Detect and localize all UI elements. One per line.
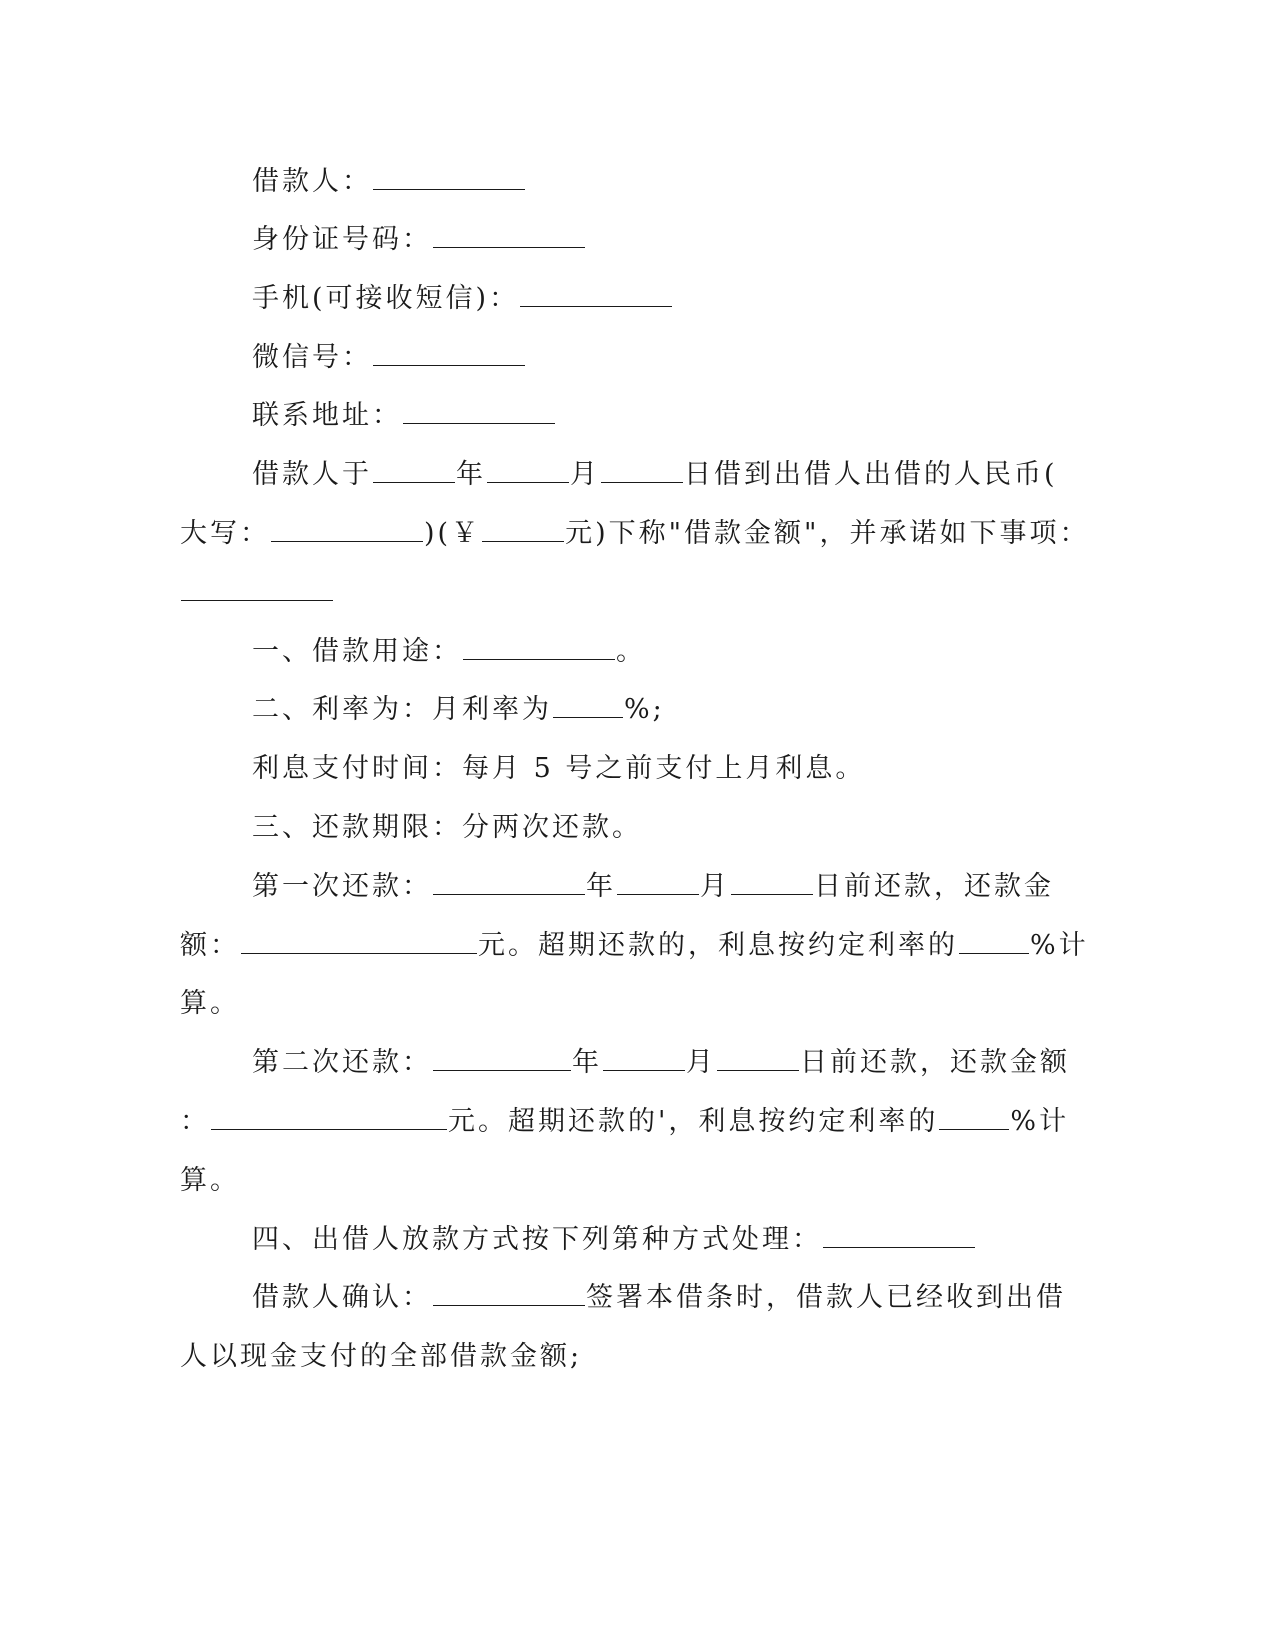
item2-label: 二、利率为：月利率为 [252,694,552,725]
second-amount-line [180,1104,1069,1140]
borrower-label: 借款人： [252,166,372,197]
id-number-line [252,222,586,258]
second-year-blank[interactable] [433,1050,571,1071]
first-repayment-text: 日前还款，还款金 [814,871,1054,902]
monthly-rate-blank[interactable] [553,697,623,718]
borrower-line [252,164,526,200]
first-overdue-rate-blank[interactable] [959,933,1029,954]
loan-date-line [252,457,1058,493]
second-overdue-text: 元。超期还款的'，利息按约定利率的 [448,1106,939,1137]
first-amount-line [180,928,1089,964]
confirm-label: 借款人确认： [252,1282,432,1313]
wechat-label: 微信号： [252,342,372,373]
suan-text: 算。 [180,988,240,1019]
yuan-symbol-text: )(￥ [424,518,482,549]
second-month-blank[interactable] [603,1050,685,1071]
confirm-text: 签署本借条时，借款人已经收到出借 [586,1282,1066,1313]
first-month-blank[interactable] [617,874,699,895]
purpose-blank[interactable] [463,639,615,660]
wechat-blank[interactable] [373,345,525,366]
second-repayment-line [252,1045,1070,1081]
percent-calc-text: %计 [1030,930,1089,961]
phone-blank[interactable] [520,286,672,307]
address-label: 联系地址： [252,400,402,431]
interest-time-text: 利息支付时间：每月 5 号之前支付上月利息。 [252,753,866,784]
loan-date-prefix: 借款人于 [252,459,372,490]
loan-amount-line [180,516,1089,552]
loan-amount-suffix: 元)下称"借款金额"，并承诺如下事项： [565,518,1090,549]
uppercase-label: 大写： [180,518,270,549]
extra-blank-line [180,575,334,611]
address-line [252,398,556,434]
phone-label: 手机(可接收短信)： [252,283,520,314]
uppercase-amount-blank[interactable] [271,521,423,542]
first-overdue-text: 元。超期还款的，利息按约定利率的 [478,930,958,961]
payment-method-blank[interactable] [823,1227,975,1248]
item2-line [252,692,665,728]
amount-number-blank[interactable] [482,521,564,542]
item2-end: %; [624,694,665,725]
item3-line [252,810,642,846]
month-text: 月 [686,1047,716,1078]
phone-line [252,281,673,317]
month-text: 月 [700,871,730,902]
item1-end: 。 [616,636,646,667]
interest-time-line [252,751,865,787]
item4-label: 四、出借人放款方式按下列第种方式处理： [252,1224,822,1255]
second-repayment-text: 日前还款，还款金额 [800,1047,1070,1078]
suan-text: 算。 [180,1165,240,1196]
month-text: 月 [570,459,600,490]
second-day-blank[interactable] [717,1050,799,1071]
first-suan-line [180,986,240,1022]
confirm-line [252,1280,1066,1316]
borrower-blank[interactable] [373,169,525,190]
first-day-blank[interactable] [731,874,813,895]
item4-line [252,1222,976,1258]
first-amount-label: 额： [180,930,240,961]
second-repayment-label: 第二次还款： [252,1047,432,1078]
loan-day-blank[interactable] [601,462,683,483]
second-suan-line [180,1163,240,1199]
first-repayment-label: 第一次还款： [252,871,432,902]
loan-date-suffix: 日借到出借人出借的人民币( [684,459,1058,490]
item1-label: 一、借款用途： [252,636,462,667]
percent-calc-text: %计 [1010,1106,1070,1137]
extra-blank[interactable] [181,580,333,601]
id-number-blank[interactable] [433,227,585,248]
confirm-blank[interactable] [433,1285,585,1306]
confirm-continued-text: 人以现金支付的全部借款金额; [180,1341,583,1372]
item3-text: 三、还款期限：分两次还款。 [252,812,642,843]
first-amount-blank[interactable] [241,933,477,954]
year-text: 年 [572,1047,602,1078]
first-repayment-line [252,869,1054,905]
loan-month-blank[interactable] [487,462,569,483]
second-amount-blank[interactable] [211,1109,447,1130]
confirm-continued-line [180,1339,582,1375]
id-number-label: 身份证号码： [252,224,432,255]
first-year-blank[interactable] [433,874,585,895]
item1-line [252,634,646,670]
loan-year-blank[interactable] [373,462,455,483]
wechat-line [252,340,526,376]
address-blank[interactable] [403,403,555,424]
year-text: 年 [456,459,486,490]
year-text: 年 [586,871,616,902]
second-overdue-rate-blank[interactable] [939,1109,1009,1130]
second-amount-label: ： [180,1106,210,1137]
